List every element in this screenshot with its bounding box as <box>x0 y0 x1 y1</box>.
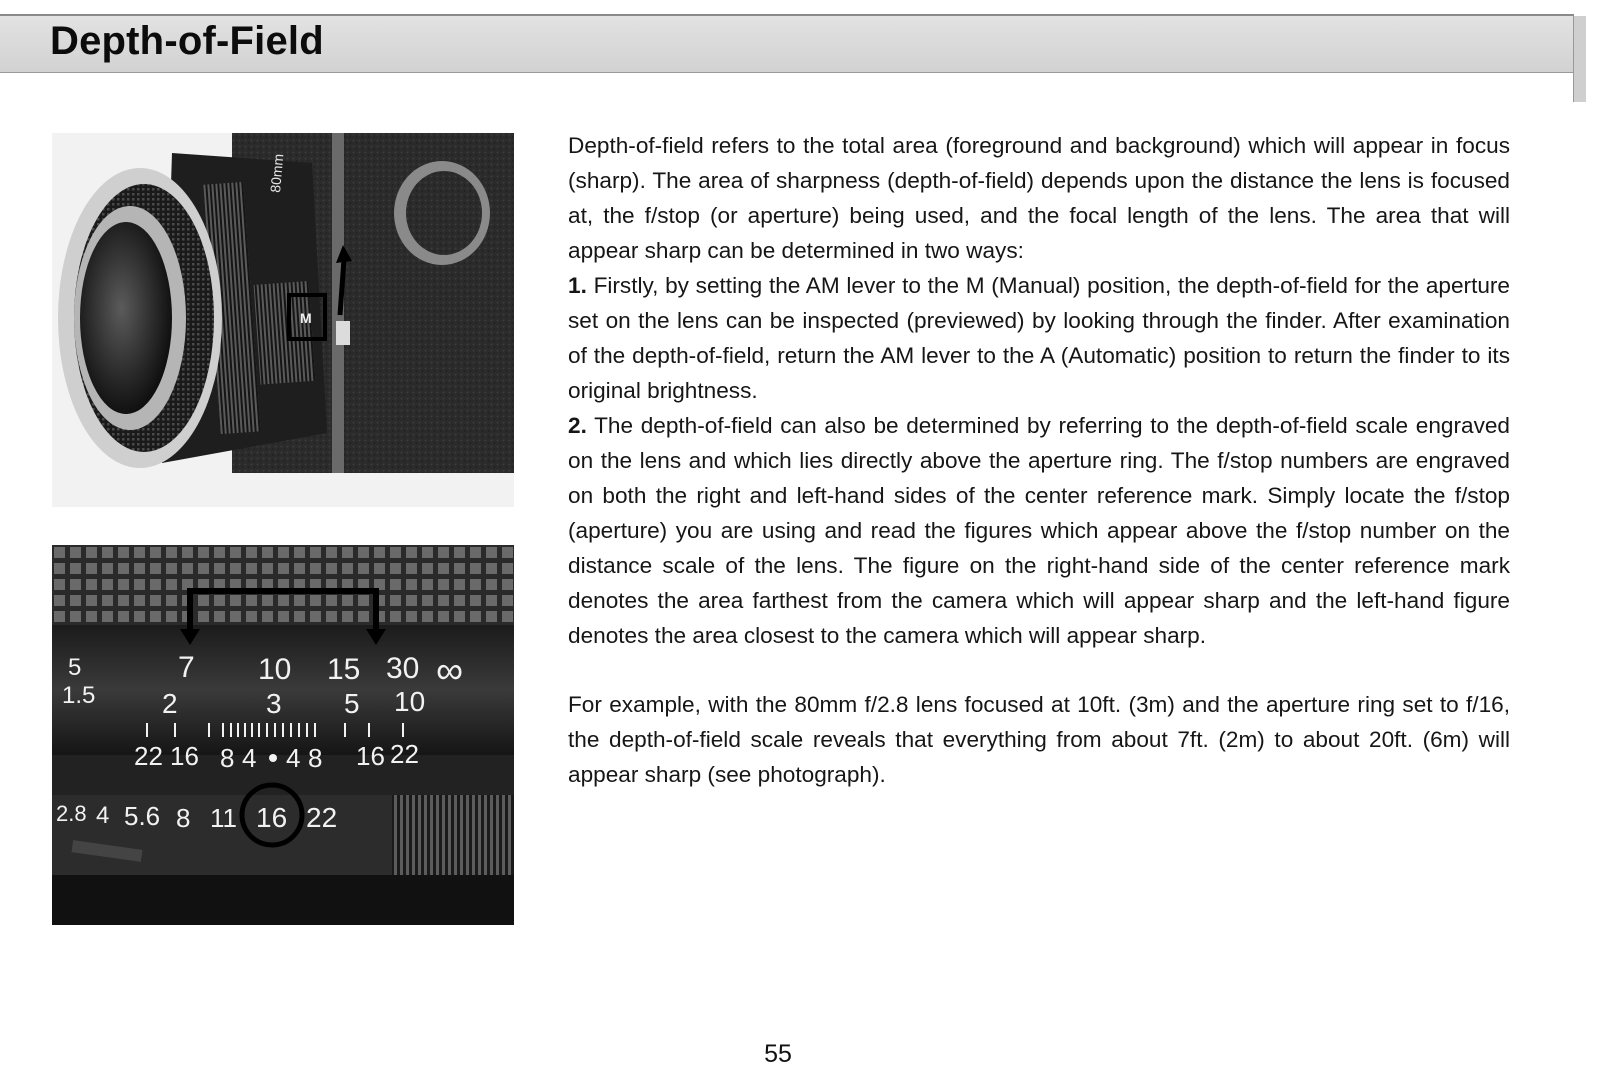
m-lever-mark: M <box>300 310 312 326</box>
title-bar-edge <box>1573 16 1586 102</box>
body-text <box>568 128 1510 792</box>
dof-left-16: 16 <box>170 741 199 771</box>
distance-ft-30: 30 <box>386 652 420 685</box>
aperture-16: 16 <box>256 802 288 833</box>
page-number: 55 <box>764 1040 792 1068</box>
item-1-paragraph <box>568 268 1510 408</box>
lens-mount-band <box>52 875 514 925</box>
lens-glass <box>80 222 172 414</box>
distance-m-2: 2 <box>162 688 178 719</box>
distance-ft-infinity: ∞ <box>436 650 464 692</box>
aperture-5-6: 5.6 <box>124 801 161 831</box>
distance-ft-15: 15 <box>327 653 361 686</box>
item-2-number: 2. <box>568 413 587 438</box>
dof-right-8: 8 <box>308 743 323 773</box>
distance-m-3: 3 <box>266 688 282 719</box>
distance-ft-7: 7 <box>178 651 195 684</box>
distance-m-10: 10 <box>394 686 426 717</box>
am-lever <box>336 321 350 345</box>
example-paragraph: For example, with the 80mm f/2.8 lens focused at 10ft. (3m) and the aperture ring set to f/16, the depth-of-field scale reveals that everything from about 7ft. (2m) to about 20ft. (6m) will appear sharp (see photograph). <box>568 692 1510 787</box>
lens-focal-label: 80mm <box>267 153 287 194</box>
dof-right-4: 4 <box>286 743 301 773</box>
aperture-ring-ribs <box>392 795 514 875</box>
aperture-4: 4 <box>96 802 110 829</box>
item-2-text: The depth-of-field can also be determined by referring to the depth-of-field scale engraved on the lens and which lies directly above the aperture ring. The f/stop numbers are engraved on both the right and left-hand sides of the center reference mark. Simply locate the f/stop (aperture) you are using and read the figures which appear above the f/stop number on the distance scale of the lens. The figure on the right-hand side of the center reference mark denotes the area farthest from the camera which will appear sharp and the left-hand figure denotes the area closest to the camera which will appear sharp. <box>568 413 1510 648</box>
dof-scale-photo <box>52 545 514 925</box>
dof-center-mark <box>269 754 277 762</box>
dof-left-4: 4 <box>242 743 257 773</box>
dof-left-22: 22 <box>134 741 163 771</box>
aperture-8: 8 <box>176 803 191 833</box>
camera-lens-photo <box>52 133 514 507</box>
aperture-22: 22 <box>306 802 338 833</box>
edge-mark-lower: 1.5 <box>62 682 96 709</box>
item-1-number: 1. <box>568 273 587 298</box>
aperture-11: 11 <box>210 803 237 833</box>
edge-mark-upper: 5 <box>68 654 82 681</box>
dof-scale-illustration <box>52 545 514 925</box>
aperture-2-8: 2.8 <box>56 801 87 826</box>
page-title: Depth-of-Field <box>50 19 324 63</box>
title-bar <box>0 14 1574 73</box>
dof-right-22: 22 <box>390 739 419 769</box>
item-2-paragraph <box>568 408 1510 653</box>
dof-right-16: 16 <box>356 741 385 771</box>
camera-lens-illustration <box>52 133 514 507</box>
distance-m-5: 5 <box>344 688 360 719</box>
intro-paragraph: Depth-of-field refers to the total area (foreground and background) which will appear in focus (sharp). The area of sharpness (depth-of-field) depends upon the distance the lens is focused at, the f/stop (or aperture) being used, and the focal length of the lens. The area that will appear sharp can be determined in two ways: <box>568 133 1510 263</box>
distance-ft-10: 10 <box>258 653 292 686</box>
shutter-dial <box>406 171 482 255</box>
item-1-text: Firstly, by setting the AM lever to the M (Manual) position, the depth-of-field for the aperture set on the lens can be inspected (previewed) by looking through the finder. After examination of the depth-of-field, return the AM lever to the A (Automatic) position to return the finder to its original brightness. <box>568 273 1511 403</box>
dof-left-8: 8 <box>220 743 235 773</box>
